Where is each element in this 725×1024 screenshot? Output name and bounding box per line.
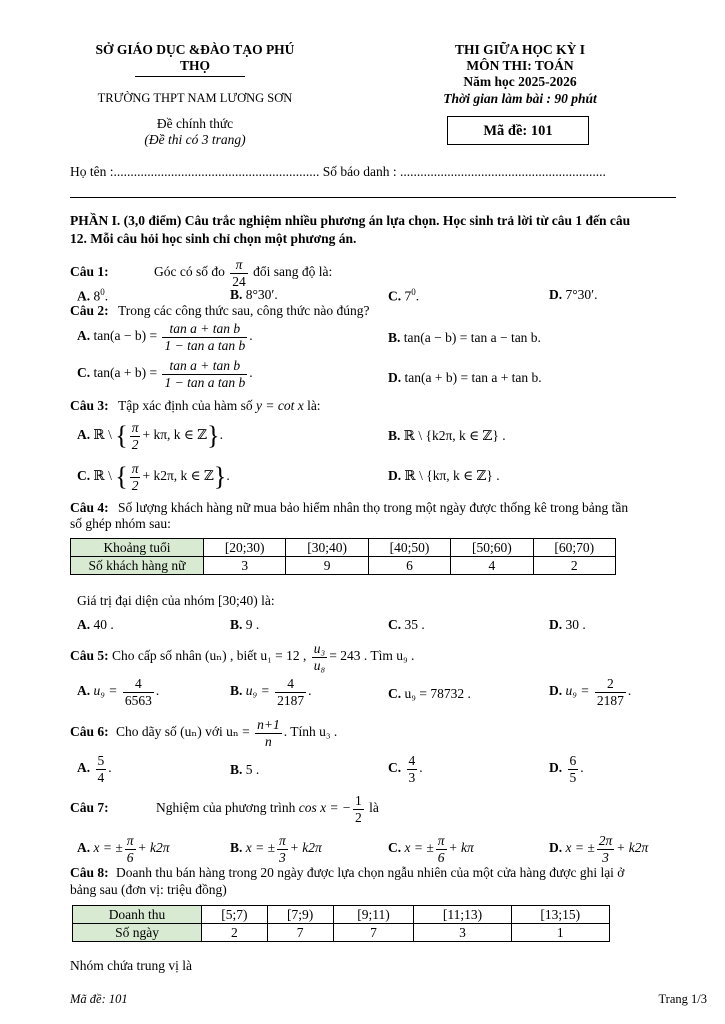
q4-option-a[interactable]: A. 40 . xyxy=(77,617,114,632)
exam-code-box: Mã đề: 101 xyxy=(447,116,589,145)
exam-time: Thời gian làm bài : 90 phút xyxy=(443,91,597,106)
q8-ask: Nhóm chứa trung vị là xyxy=(70,958,193,973)
q7-option-b[interactable]: B. x = ± $\frac{\pi}{3}$ + k2π xyxy=(230,833,322,865)
table-row: Doanh thu [5;7) [7;9) [9;11) [11;13) [13;15) xyxy=(73,906,610,924)
table-row: Số ngày 2 7 7 3 1 xyxy=(73,924,610,942)
footer-code: Mã đề: 101 xyxy=(70,992,128,1006)
q3-option-a[interactable]: A. ℝ \ { $\frac{\pi}{2}$ + kπ, k ∈ ℤ}. xyxy=(77,420,223,452)
exam-title: THI GIỮA HỌC KỲ I xyxy=(454,42,586,57)
q1-option-b[interactable]: B. 8°30′. xyxy=(230,287,278,302)
q6-option-a[interactable]: A. $\frac{5}{4}$ . xyxy=(77,753,112,785)
q8-revenue-table xyxy=(72,905,610,942)
question-1: Câu 1: Góc có số đo $\frac{\pi}{24}$ đổi sang độ là: xyxy=(70,257,333,289)
question-7: Câu 7: Nghiệm của phương trình cos x = − $\frac{1}{2}$ là xyxy=(70,793,379,825)
question-6: Câu 6: Cho dãy số (uₙ) với uₙ = $\frac{n+1}{n}$ . Tính u₃ . xyxy=(70,717,338,749)
table-row: Khoảng tuổi [20;30) [30;40) [40;50) [50;60) [60;70) xyxy=(71,539,616,557)
q4-text-cont: số ghép nhóm sau: xyxy=(70,516,171,531)
q4-option-c[interactable]: C. 35 . xyxy=(388,617,425,632)
q7-option-d[interactable]: D. x = ± $\frac{2\pi}{3}$ + k2π xyxy=(549,833,649,865)
q4-option-b[interactable]: B. 9 . xyxy=(230,617,260,632)
question-3: Câu 3: Tập xác định của hàm số y = cot x là: xyxy=(70,398,321,413)
school-name: TRƯỜNG THPT NAM LƯƠNG SƠN xyxy=(97,91,293,105)
q4-frequency-table xyxy=(70,538,616,575)
q3-option-d[interactable]: D. ℝ \ {kπ, k ∈ ℤ} . xyxy=(388,468,500,483)
part1-desc: 12. Mỗi câu hỏi học sinh chỉ chọn một phương án. xyxy=(70,231,357,246)
q1-option-c[interactable]: C. $7^0$. xyxy=(388,287,420,304)
subject: MÔN THI: TOÁN xyxy=(466,58,574,73)
q6-option-b[interactable]: B. 5 . xyxy=(230,762,260,777)
page-number: Trang 1/3 xyxy=(658,992,707,1006)
official-label: Đề chính thức xyxy=(156,116,234,131)
q5-option-a[interactable]: A. u₉ = $\frac{4}{6563}$ . xyxy=(77,676,160,708)
question-4: Câu 4: Số lượng khách hàng nữ mua bảo hiểm nhân thọ trong một ngày được thống kê trong bảng tần xyxy=(70,500,629,515)
fraction: $\frac{\pi}{24}$ xyxy=(232,257,246,289)
q5-option-c[interactable]: C. u₉ = 78732 . xyxy=(388,686,471,701)
q3-option-b[interactable]: B. ℝ \ {k2π, k ∈ ℤ} . xyxy=(388,428,506,443)
q7-option-a[interactable]: A. x = ± $\frac{\pi}{6}$ + k2π xyxy=(77,833,170,865)
q2-option-c[interactable]: C. tan(a + b) = $\frac{\text{tan a + tan b}}{\text{1 − tan a tan b}}$ . xyxy=(77,358,253,390)
q2-option-b[interactable]: B. tan(a − b) = tan a − tan b. xyxy=(388,330,541,345)
school-year: Năm học 2025-2026 xyxy=(463,74,577,89)
q5-option-b[interactable]: B. u₉ = $\frac{4}{2187}$ . xyxy=(230,676,312,708)
dept-name: SỞ GIÁO DỤC &ĐÀO TẠO PHÚ THỌ xyxy=(95,42,295,73)
q6-option-c[interactable]: C. $\frac{4}{3}$ . xyxy=(388,753,423,785)
id-field[interactable]: Số báo danh : ............................................................. xyxy=(322,164,606,179)
q2-option-d[interactable]: D. tan(a + b) = tan a + tan b. xyxy=(388,370,542,385)
table-row: Số khách hàng nữ 3 9 6 4 2 xyxy=(71,557,616,575)
name-field[interactable]: Họ tên :............................................................. xyxy=(70,164,320,179)
q1-option-a[interactable]: A. $8^0$. xyxy=(77,287,109,304)
question-5: Câu 5: Cho cấp số nhân (uₙ) , biết u₁ = 12 , $\frac{\text{u₃}}{\text{u₈}}$ = 243 . Tìm u₉ . xyxy=(70,641,415,673)
separator-line xyxy=(70,197,676,198)
q4-option-d[interactable]: D. 30 . xyxy=(549,617,586,632)
q6-option-d[interactable]: D. $\frac{6}{5}$ . xyxy=(549,753,584,785)
pages-note: (Đề thi có 3 trang) xyxy=(144,132,246,147)
q4-ask: Giá trị đại diện của nhóm [30;40) là: xyxy=(77,593,275,608)
q8-text-cont: bảng sau (đơn vị: triệu đồng) xyxy=(70,882,227,897)
question-2: Câu 2: Trong các công thức sau, công thức nào đúng? xyxy=(70,303,370,318)
q7-option-c[interactable]: C. x = ± $\frac{\pi}{6}$ + kπ xyxy=(388,833,474,865)
q1-option-d[interactable]: D. 7°30′. xyxy=(549,287,598,302)
header-divider xyxy=(135,76,245,77)
q2-option-a[interactable]: A. tan(a − b) = $\frac{\text{tan a + tan b}}{\text{1 − tan a tan b}}$ . xyxy=(77,321,253,353)
question-8: Câu 8: Doanh thu bán hàng trong 20 ngày được lựa chọn ngẫu nhiên của một cửa hàng được ghi lại ở xyxy=(70,865,625,880)
q5-option-d[interactable]: D. u₉ = $\frac{2}{2187}$ . xyxy=(549,676,632,708)
student-info xyxy=(70,164,606,180)
q3-option-c[interactable]: C. ℝ \ { $\frac{\pi}{2}$ + k2π, k ∈ ℤ}. xyxy=(77,461,230,493)
part1-heading: PHẦN I. (3,0 điểm) Câu trắc nghiệm nhiều phương án lựa chọn. Học sinh trả lời từ câu 1 đến câu xyxy=(70,213,631,228)
